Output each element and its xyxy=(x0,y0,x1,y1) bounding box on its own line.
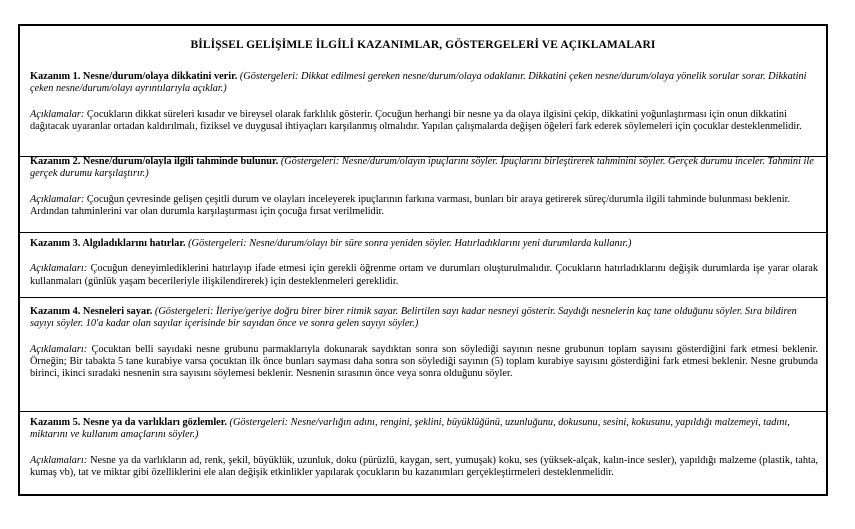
kazanim-1-description xyxy=(30,109,818,134)
kazanim-1-heading-line xyxy=(30,71,818,96)
kazanim-1-indicators: (Göstergeleri: Dikkat edilmesi gereken nesne/durum/olaya odaklanır. Dikkatini çeken nesne/durum/olaya yönelik sorular sorar. Dikkatini çeken nesne/durum/olayı ayrıntılarıyla açıklar.) xyxy=(30,71,807,95)
kazanim-5-desc-label: Açıklamaları: xyxy=(30,454,88,466)
kazanim-4-description xyxy=(30,344,818,381)
kazanim-5-heading: Kazanım 5. Nesne ya da varlıkları gözlemler. xyxy=(30,417,227,428)
kazanim-5-heading-line xyxy=(30,417,818,442)
kazanim-4 xyxy=(30,306,818,380)
kazanim-3 xyxy=(30,238,818,288)
kazanim-3-desc-label: Açıklamaları: xyxy=(30,263,88,275)
kazanim-1 xyxy=(30,71,818,133)
kazanim-1-desc-label: Açıklamalar: xyxy=(30,108,85,120)
kazanim-2-indicators: (Göstergeleri: Nesne/durum/olayın ipuçlarını söyler. İpuçlarını birleştirerek tahminini söyler. Gerçek durumu inceler. Tahmini ile gerçek durumu karşılaştırır.) xyxy=(30,156,814,180)
kazanim-3-heading: Kazanım 3. Algıladıklarını hatırlar. xyxy=(30,238,186,249)
kazanim-3-heading-line xyxy=(30,238,818,250)
kazanim-5-indicators: (Göstergeleri: Nesne/varlığın adını, rengini, şeklini, büyüklüğünü, uzunluğunu, dokusunu, sesini, kokusunu, yapıldığı malzemeyi, tadını, miktarını ve kullanım amaçlarını söyler.) xyxy=(30,417,790,441)
kazanim-table xyxy=(18,24,828,496)
kazanim-5-description xyxy=(30,455,818,480)
kazanim-4-heading-line xyxy=(30,306,818,331)
kazanim-3-description xyxy=(30,263,818,288)
kazanim-2-desc-label: Açıklamalar: xyxy=(30,193,85,205)
kazanim-2-heading: Kazanım 2. Nesne/durum/olayla ilgili tahminde bulunur. xyxy=(30,156,279,167)
kazanim-2 xyxy=(30,156,818,218)
kazanim-4-desc-label: Açıklamaları: xyxy=(30,343,88,355)
kazanim-5-desc-text: Nesne ya da varlıkların ad, renk, şekil, büyüklük, uzunluk, doku (pürüzlü, kaygan, sert, yumuşak) koku, ses (yüksek-alçak, kalın-ince sesler), yapıldığı malzeme (plastik, tahta, kumaş vb), tat ve miktar gibi özelliklerini ele alan değişik etkinlikler yapılarak çocukların bu kazanımları gerçekleştirmeleri desteklenmelidir. xyxy=(30,454,819,478)
kazanim-2-description xyxy=(30,194,818,219)
kazanim-4-desc-text: Çocuktan belli sayıdaki nesne grubunu parmaklarıyla dokunarak saydıktan sonra son söylediği sayının nesne grubunun toplam sayısını gösterdiğini fark etmesi beklenir. Örneğin; Bir tabakta 5 tane kurabiye varsa çocuktan ilk önce bunları sayması daha sonra son söylediği sayının (5) toplam kurabiye sayısını gösterdiğini fark etmesi beklenir. Nesne grubunda birinci, ikinci sıradaki nesnenin sıra sayısını söylemesi beklenir. Nesnenin sırasının önce veya sonra olduğunu söyler. xyxy=(30,343,819,380)
kazanim-4-heading: Kazanım 4. Nesneleri sayar. xyxy=(30,306,153,317)
kazanim-4-indicators: (Göstergeleri: İleriye/geriye doğru birer birer ritmik sayar. Belirtilen sayı kadar nesneyi gösterir. Saydığı nesnelerin kaç tane olduğunu söyler. Sıra bildiren sayıyı söyler. 10'a kadar olan sayılar içerisinde bir sayıdan önce ve sonra gelen sayıyı söyler.) xyxy=(30,306,797,330)
section-divider xyxy=(20,232,826,233)
kazanim-2-heading-line xyxy=(30,156,818,181)
page-title: BİLİŞSEL GELİŞİMLE İLGİLİ KAZANIMLAR, GÖSTERGELERİ VE AÇIKLAMALARI xyxy=(190,39,656,51)
section-divider xyxy=(20,297,826,298)
section-divider xyxy=(20,411,826,412)
kazanim-1-desc-text: Çocukların dikkat süreleri kısadır ve bireysel olarak farklılık gösterir. Çocuğun herhangi bir nesne ya da olaya ilgisini çekip, dikkatini yoğunlaştırması için onun dikkatini dağıtacak uyaranlar ortadan kaldırılmalı, fiziksel ve duygusal ihtiyaçları karşılanmış olmalıdır. Yapılan çalışmalarda değişen öğeleri fark ederek söylemeleri için çocuklar desteklenmelidir. xyxy=(30,108,802,132)
kazanim-3-indicators: (Göstergeleri: Nesne/durum/olayı bir süre sonra yeniden söyler. Hatırladıklarını yeni durumlarda kullanır.) xyxy=(188,238,632,249)
kazanim-1-heading: Kazanım 1. Nesne/durum/olaya dikkatini verir. xyxy=(30,71,238,82)
kazanim-5 xyxy=(30,417,818,479)
kazanim-2-desc-text: Çocuğun çevresinde gelişen çeşitli durum ve olayları inceleyerek ipuçlarının farkına varması, bunları bir araya getirerek süreç/durumla ilgili tahminde bulunması beklenir. Ardından tahminlerini var olan durumla karşılaştırması için çocuğa fırsat verilmelidir. xyxy=(30,193,791,217)
kazanim-3-desc-text: Çocuğun deneyimlediklerini hatırlayıp ifade etmesi için gerekli öğrenme ortam ve durumları oluşturulmalıdır. Çocukların hatırladıklarını değişik durumlarda işe yarar olarak kullanmaları (günlük yaşam becerileriyle ilişkilendirerek) için desteklenmeleri gereklidir. xyxy=(30,263,818,287)
